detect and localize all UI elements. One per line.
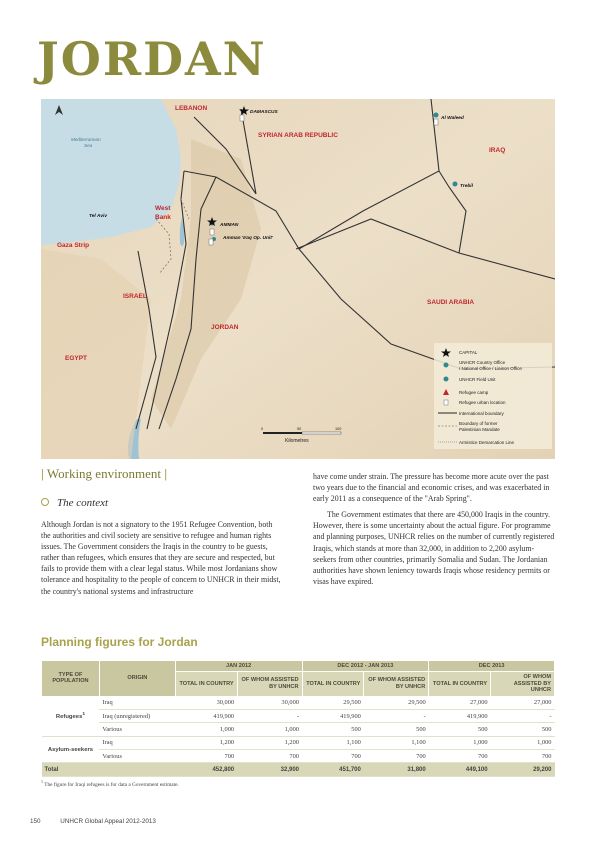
cell-total: 452,800 xyxy=(175,763,237,776)
legend-former-1: Boundary of former xyxy=(459,421,498,426)
urban-marker-al-waleed xyxy=(434,119,438,125)
page-number: 150 xyxy=(30,818,41,825)
section-heading xyxy=(41,466,167,482)
label-saudi: SAUDI ARABIA xyxy=(427,299,475,306)
header-period-2: DEC 2012 - JAN 2013 xyxy=(302,661,429,672)
page-title: JORDAN xyxy=(37,32,267,86)
cell: - xyxy=(237,709,302,722)
urban-marker-damascus xyxy=(240,115,244,121)
cell: 419,900 xyxy=(302,709,364,722)
table-row-total xyxy=(42,763,555,776)
cell: - xyxy=(491,709,555,722)
header-assisted: OF WHOM ASSISTED BY UNHCR xyxy=(491,672,555,697)
cell: 1,000 xyxy=(175,723,237,736)
cell-total: 29,200 xyxy=(491,763,555,776)
legend-field-unit-icon xyxy=(444,377,449,382)
cell-origin: Iraq xyxy=(99,696,175,709)
cell: 700 xyxy=(429,750,491,763)
table-row xyxy=(42,723,555,736)
legend-office-1: UNHCR Country Office xyxy=(459,360,506,365)
cell-origin: Various xyxy=(99,750,175,763)
cell: 700 xyxy=(302,750,364,763)
text-column-2 xyxy=(313,471,555,587)
table-row xyxy=(42,736,555,749)
group-refugees: Refugees$^1$ xyxy=(42,696,100,736)
cell: 500 xyxy=(364,723,429,736)
cell: 700 xyxy=(237,750,302,763)
cell-total: 32,900 xyxy=(237,763,302,776)
place-amman-op: Amman 'Iraq Op. Unit' xyxy=(223,236,273,241)
paragraph: The Government estimates that there are 450,000 Iraqis in the country. However, there is some uncertainty about the actual figure. For programme and planning purposes, UNHCR relies on the number of currently registered Iraqis, which stands at more than 32,000, in addition to 2,200 asylum-seekers from other countries, primarily Somalia and Sudan. The Jordanian authorities have shown leniency towards Iraqis whose residency permits or visas have expired. xyxy=(313,510,555,586)
label-iraq: IRAQ xyxy=(489,147,506,154)
table-title: Planning figures for Jordan xyxy=(41,635,198,649)
label-west-bank-2: Bank xyxy=(155,214,171,221)
footnote-ref: 1 xyxy=(82,712,86,718)
cell: 1,100 xyxy=(364,736,429,749)
table-row xyxy=(42,709,555,722)
header-type: TYPE OF POPULATION xyxy=(42,661,100,697)
map-legend xyxy=(434,343,552,449)
cell-origin: Various xyxy=(99,723,175,736)
label-syria: SYRIAN ARAB REPUBLIC xyxy=(258,132,338,139)
cell: 700 xyxy=(491,750,555,763)
map xyxy=(41,99,555,459)
cell: 500 xyxy=(491,723,555,736)
cell-total: 31,800 xyxy=(364,763,429,776)
cell: 700 xyxy=(364,750,429,763)
cell-total: 451,700 xyxy=(302,763,364,776)
map-svg xyxy=(41,99,555,459)
table-row xyxy=(42,750,555,763)
cell: 30,000 xyxy=(237,696,302,709)
legend-camp: Refugee camp xyxy=(459,390,489,395)
cell: 27,000 xyxy=(429,696,491,709)
cell: 419,900 xyxy=(429,709,491,722)
legend-capital: CAPITAL xyxy=(459,350,478,355)
label-lebanon: LEBANON xyxy=(175,105,208,112)
legend-former-2: Palestinian Mandate xyxy=(459,427,500,432)
publication-name: UNHCR Global Appeal 2012-2013 xyxy=(60,818,156,825)
urban-marker-amman xyxy=(210,229,214,235)
scale-100: 100 xyxy=(335,427,342,431)
cell: 29,500 xyxy=(364,696,429,709)
footnote xyxy=(41,779,179,788)
text-column-1 xyxy=(41,519,283,597)
header-total: TOTAL IN COUNTRY xyxy=(175,672,237,697)
group-asylum: Asylum-seekers xyxy=(42,736,100,763)
subheading-text: The context xyxy=(57,497,109,509)
header-total: TOTAL IN COUNTRY xyxy=(302,672,364,697)
header-assisted: OF WHOM ASSISTED BY UNHCR xyxy=(364,672,429,697)
urban-marker-amman-op xyxy=(209,239,213,245)
label-egypt: EGYPT xyxy=(65,355,88,362)
bullet-icon xyxy=(41,498,49,506)
footnote-text: The figure for Iraqi refugees is for data a Government estimate. xyxy=(44,781,179,788)
cell: 500 xyxy=(429,723,491,736)
cell: 419,900 xyxy=(175,709,237,722)
table-row xyxy=(42,696,555,709)
section-heading-text: Working environment xyxy=(46,466,162,481)
footnote-number: 1 xyxy=(41,779,43,784)
page-footer xyxy=(30,818,156,825)
cell: 1,000 xyxy=(429,736,491,749)
label-israel: ISRAEL xyxy=(123,293,147,300)
legend-box xyxy=(434,343,552,449)
label-west-bank-1: West xyxy=(155,205,171,212)
place-tel-aviv: Tel Aviv xyxy=(89,214,108,219)
cell: 1,000 xyxy=(237,723,302,736)
scale-50: 50 xyxy=(297,427,302,431)
header-total: TOTAL IN COUNTRY xyxy=(429,672,491,697)
cell: 700 xyxy=(175,750,237,763)
header-period-1: JAN 2012 xyxy=(175,661,302,672)
legend-office-icon xyxy=(444,363,449,368)
cell-total: 449,100 xyxy=(429,763,491,776)
cell: 500 xyxy=(302,723,364,736)
header-origin: ORIGIN xyxy=(99,661,175,697)
total-label: Total xyxy=(42,763,176,776)
label-gaza: Gaza Strip xyxy=(57,242,90,249)
cell: 1,100 xyxy=(302,736,364,749)
legend-office-2: / National Office / Liaison Office xyxy=(459,366,522,371)
field-unit-al-waleed xyxy=(434,113,439,118)
legend-intl: International boundary xyxy=(459,411,504,416)
cell: 1,200 xyxy=(237,736,302,749)
label-sea-2: Sea xyxy=(84,143,93,148)
header-assisted: OF WHOM ASSISTED BY UNHCR xyxy=(237,672,302,697)
paragraph: have come under strain. The pressure has become more acute over the past two years due to the financial and economic crises, and was exacerbated in early 2011 as a consequence of the "Arab Spring". xyxy=(313,472,550,504)
scale-unit: Kilometres xyxy=(285,438,309,444)
cell: 29,500 xyxy=(302,696,364,709)
label-jordan: JORDAN xyxy=(211,324,239,331)
scale-0: 0 xyxy=(261,427,264,431)
legend-urban-icon xyxy=(444,400,448,405)
place-damascus: DAMASCUS xyxy=(250,110,278,115)
place-al-waleed: Al Waleed xyxy=(441,116,464,121)
place-trebil: Trebil xyxy=(460,184,473,189)
cell-origin: Iraq xyxy=(99,736,175,749)
header-period-3: DEC 2013 xyxy=(429,661,555,672)
label-sea-1: Mediterranean xyxy=(71,137,101,142)
paragraph: Although Jordan is not a signatory to the 1951 Refugee Convention, both the authorities and civil society are sensitive to refugee and human rights issues. The Government considers the Iraqis in the country to be guests, rather than refugees, which ensures that they are secure and respected, but fails to provide them with a clear legal status. While most Jordanians show tolerance and hospitality to the people of concern to UNHCR in their midst, the country's national systems and infrastructure xyxy=(41,520,281,596)
subheading xyxy=(41,497,108,509)
cell: 1,000 xyxy=(491,736,555,749)
legend-armistice: Armistice Demarcation Line xyxy=(459,440,515,445)
cell: 27,000 xyxy=(491,696,555,709)
heading-bar-right: | xyxy=(164,466,168,481)
heading-bar-left: | xyxy=(41,466,44,481)
legend-urban: Refugee urban location xyxy=(459,400,506,405)
field-unit-trebil xyxy=(453,182,458,187)
cell: 30,000 xyxy=(175,696,237,709)
planning-figures-table xyxy=(41,660,555,777)
place-amman: AMMAN xyxy=(220,223,239,228)
cell-origin: Iraq (unregistered) xyxy=(99,709,175,722)
cell: - xyxy=(364,709,429,722)
cell: 1,200 xyxy=(175,736,237,749)
legend-field-unit: UNHCR Field Unit xyxy=(459,377,496,382)
